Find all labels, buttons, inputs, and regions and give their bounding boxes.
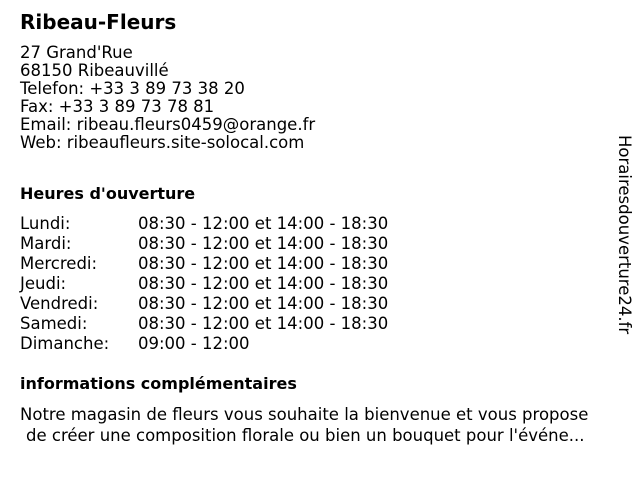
fax-number: Fax: +33 3 89 73 78 81 — [20, 97, 215, 116]
hours-row-friday — [20, 294, 580, 314]
day-label: Samedi: — [20, 314, 88, 333]
info-description — [20, 404, 620, 446]
info-line: Notre magasin de fleurs vous souhaite la bienvenue et vous propose — [20, 405, 589, 424]
email-address: Email: ribeau.fleurs0459@orange.fr — [20, 115, 316, 134]
day-hours: 08:30 - 12:00 et 14:00 - 18:30 — [138, 274, 389, 293]
address-street: 27 Grand'Rue — [20, 43, 133, 62]
hours-row-thursday — [20, 274, 580, 294]
day-label: Mardi: — [20, 234, 72, 253]
day-hours: 08:30 - 12:00 et 14:00 - 18:30 — [138, 294, 389, 313]
watermark-text: Horairesdouverture24.fr — [615, 135, 634, 335]
hours-row-saturday — [20, 314, 580, 334]
day-hours: 09:00 - 12:00 — [138, 334, 250, 353]
day-hours: 08:30 - 12:00 et 14:00 - 18:30 — [138, 214, 389, 233]
day-label: Dimanche: — [20, 334, 110, 353]
address-city: 68150 Ribeauvillé — [20, 61, 169, 80]
hours-heading: Heures d'ouverture — [20, 184, 196, 203]
info-line: de créer une composition florale ou bien un bouquet pour l'événe... — [26, 426, 585, 445]
hours-row-wednesday — [20, 254, 580, 274]
website-url: Web: ribeaufleurs.site-solocal.com — [20, 133, 305, 152]
day-label: Vendredi: — [20, 294, 99, 313]
phone-number: Telefon: +33 3 89 73 38 20 — [20, 79, 245, 98]
day-label: Lundi: — [20, 214, 71, 233]
contact-block — [20, 44, 315, 152]
hours-row-sunday — [20, 334, 580, 354]
hours-row-monday — [20, 214, 580, 234]
hours-table — [20, 214, 580, 354]
hours-row-tuesday — [20, 234, 580, 254]
business-name: Ribeau-Fleurs — [20, 10, 177, 34]
day-hours: 08:30 - 12:00 et 14:00 - 18:30 — [138, 314, 389, 333]
day-hours: 08:30 - 12:00 et 14:00 - 18:30 — [138, 234, 389, 253]
watermark — [612, 135, 636, 371]
day-label: Mercredi: — [20, 254, 98, 273]
day-label: Jeudi: — [20, 274, 67, 293]
day-hours: 08:30 - 12:00 et 14:00 - 18:30 — [138, 254, 389, 273]
info-heading: informations complémentaires — [20, 374, 297, 393]
